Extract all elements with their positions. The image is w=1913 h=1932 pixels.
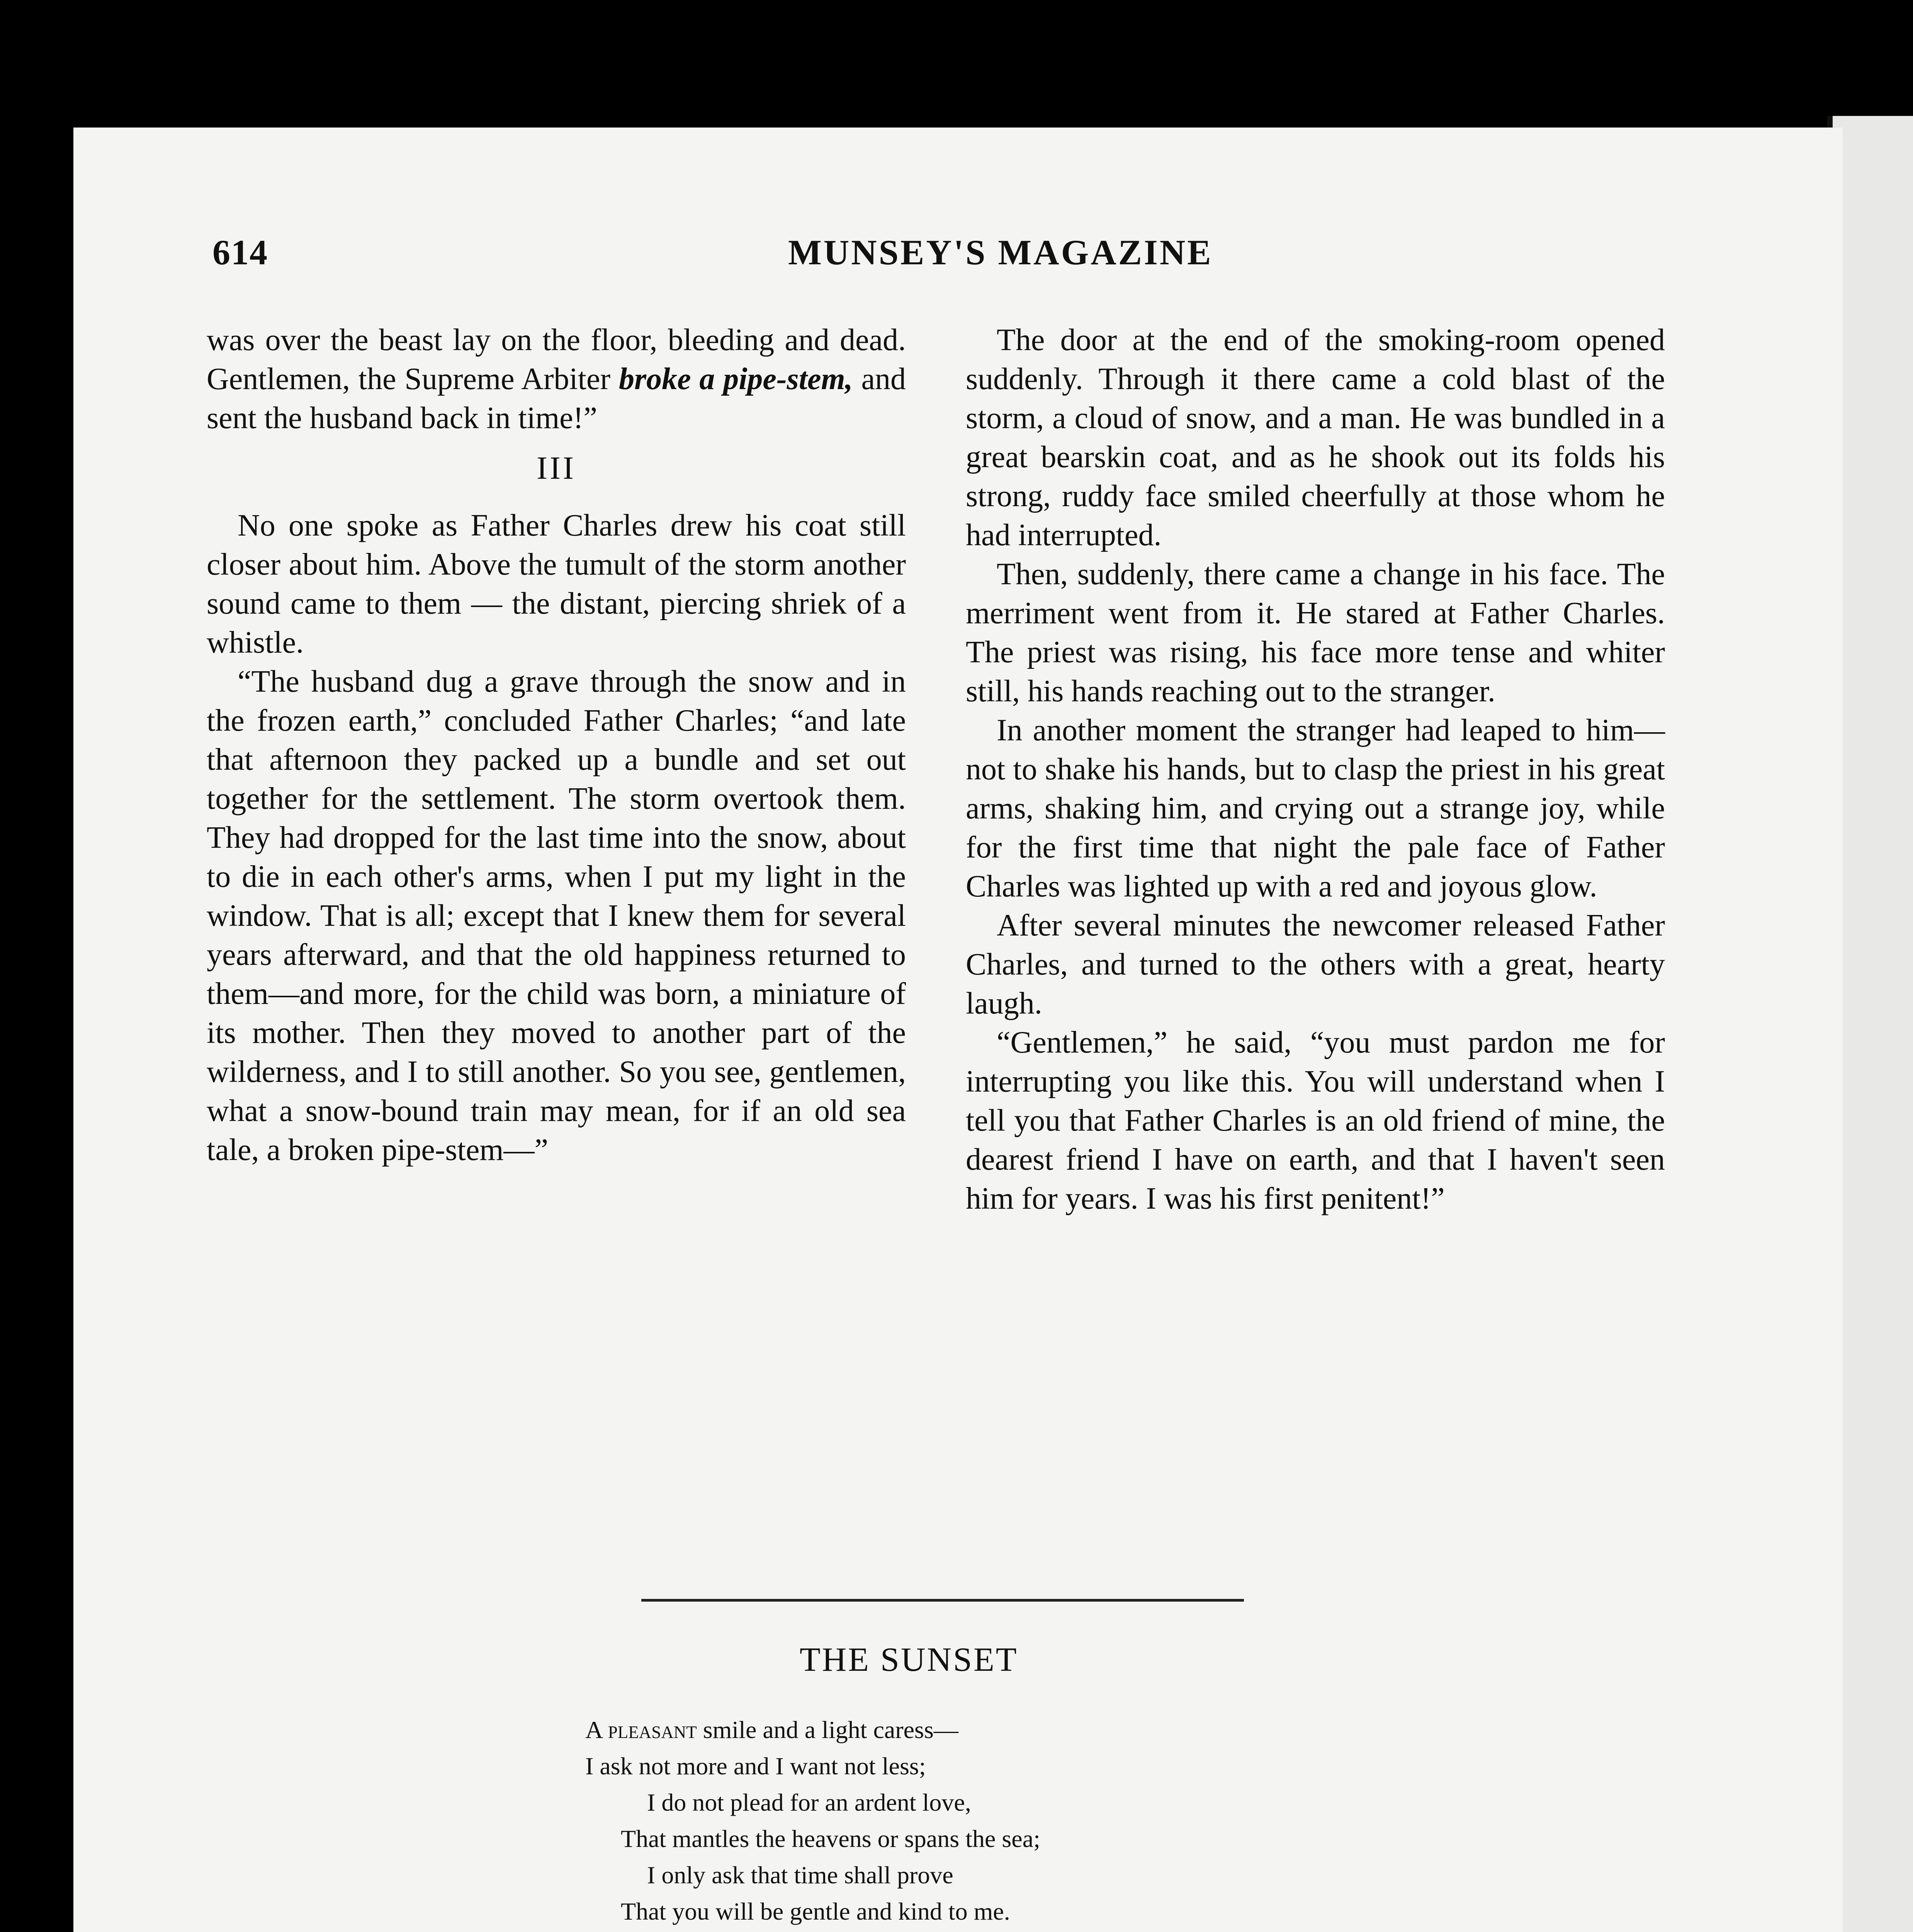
right-paragraph-5: “Gentlemen,” he said, “you must pardon me for interrupting you like this. You will understand when I tell you that Father Charles is an old friend of mine, the dearest friend I have on earth, and that I haven't seen him for years. I was his first penitent!” [966, 1026, 1665, 1216]
poem-line: That you will be gentle and kind to me. [621, 1898, 1010, 1925]
right-paragraph-2: Then, suddenly, there came a change in his face. The merriment went from it. He stared at Father Charles. The priest was rising, his face more tense and whiter still, his hands reaching out to the stranger. [966, 557, 1665, 708]
left-paragraph-2: No one spoke as Father Charles drew his coat still closer about him. Above the tumult of the storm another sound came to them — the distant, piercing shriek of a whistle. [207, 509, 906, 660]
left-column [207, 321, 906, 1170]
left-paragraph-3: “The husband dug a grave through the snow and in the frozen earth,” concluded Father Charles; “and late that afternoon they packed up a bundle and set out together for the settlement. The storm overtook them. They had dropped for the last time into the snow, about to die in each other's arms, when I put my light in the window. That is all; except that I knew them for several years afterward, and that the old happiness returned to them—and more, for the child was born, a miniature of its mother. Then they moved to another part of the wilderness, and I to still another. So you see, gentlemen, what a snow-bound train may mean, for if an old sea tale, a broken pipe-stem—” [207, 665, 906, 1167]
poem-line: I ask not more and I want not less; [585, 1752, 926, 1780]
section-heading: III [537, 450, 576, 486]
poem [585, 1712, 1551, 1932]
right-paragraph-4: After several minutes the newcomer released Father Charles, and turned to the others with a great, hearty laugh. [966, 908, 1665, 1020]
italic-phrase: broke a pipe-stem, [618, 362, 853, 396]
poem-title: THE SUNSET [800, 1641, 1018, 1679]
page-number: 614 [212, 233, 268, 272]
poem-stanza-1 [585, 1712, 1551, 1930]
right-column [966, 321, 1665, 1218]
poem-line: I only ask that time shall prove [647, 1861, 953, 1889]
poem-first-word: A pleasant [585, 1716, 697, 1743]
magazine-page [73, 128, 1843, 1932]
right-paragraph-1: The door at the end of the smoking-room opened suddenly. Through it there came a cold blast of the storm, a cloud of snow, and a man. He was bundled in a great bearskin coat, and as he shook out its folds his strong, ruddy face smiled cheerfully at those whom he had interrupted. [966, 323, 1665, 552]
section-divider [641, 1599, 1244, 1602]
right-paragraph-3: In another moment the stranger had leaped to him—not to shake his hands, but to clasp the priest in his great arms, shaking him, and crying out a strange joy, while for the first time that night the pale face of Father Charles was lighted up with a red and joyous glow. [966, 713, 1665, 903]
poem-line: I do not plead for an ardent love, [647, 1789, 971, 1816]
page-header [212, 232, 1719, 286]
magazine-title: MUNSEY'S MAGAZINE [788, 233, 1213, 272]
poem-line: That mantles the heavens or spans the sea; [621, 1825, 1040, 1852]
poem-line: A pleasant smile and a light caress— [585, 1716, 958, 1743]
left-paragraph-1: was over the beast lay on the floor, bleeding and dead. Gentlemen, the Supreme Arbiter broke a pipe-stem, and sent the husband back in time!” [207, 323, 906, 435]
